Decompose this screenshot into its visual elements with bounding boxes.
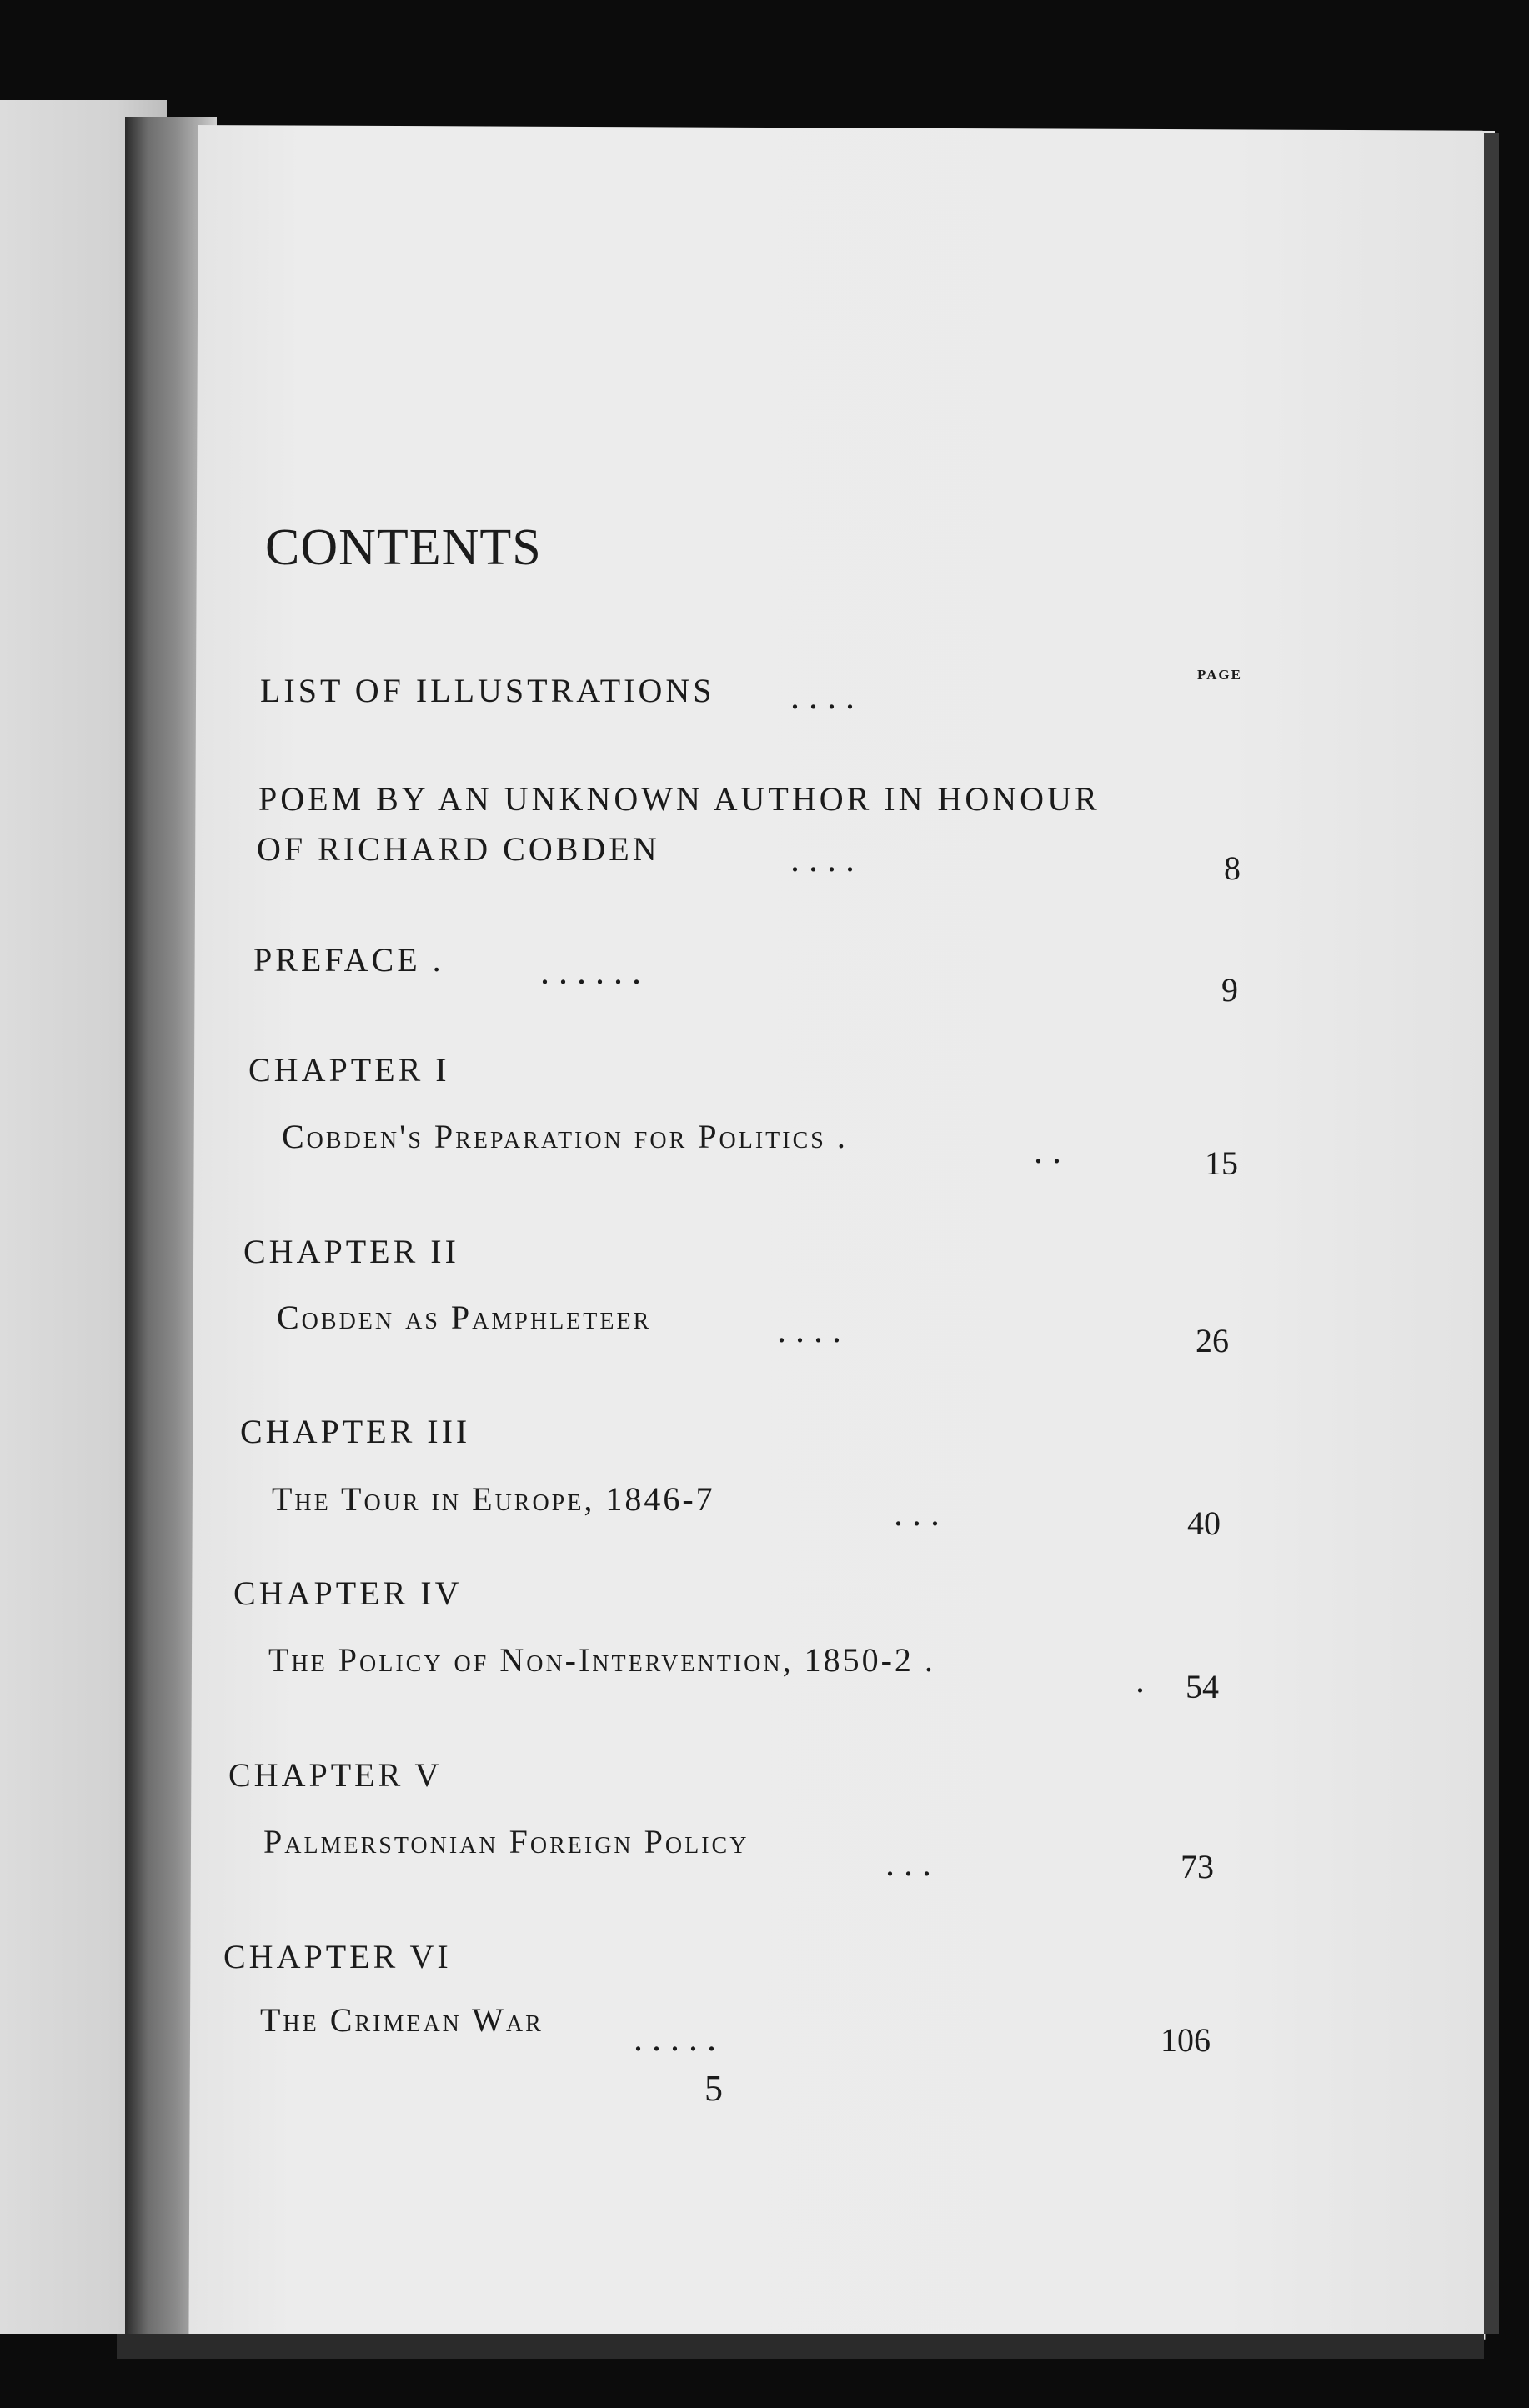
toc-leader-dots: . . . . . . (540, 951, 641, 992)
toc-entry-title: The Policy of Non-Intervention, 1850-2 . (268, 1641, 935, 1679)
chapter-heading: CHAPTER IV (233, 1574, 463, 1612)
toc-leader-dots: . . . . (790, 839, 855, 879)
toc-leader-dots: . . . . (777, 1309, 841, 1350)
chapter-heading: CHAPTER V (228, 1756, 443, 1794)
page-title: CONTENTS (265, 519, 542, 576)
toc-leader-dots: . . (1034, 1130, 1061, 1171)
toc-page-number: 40 (1187, 1504, 1221, 1542)
page-column-label: PAGE (1197, 667, 1242, 683)
toc-leader-dots: . . . (885, 1843, 931, 1884)
toc-entry-title: OF RICHARD COBDEN (257, 830, 660, 868)
toc-page-number: 26 (1196, 1322, 1229, 1359)
toc-page-number: 15 (1205, 1144, 1238, 1182)
chapter-heading: CHAPTER I (248, 1051, 450, 1089)
toc-entry-title: PREFACE . (253, 941, 444, 979)
page-edge (1484, 133, 1499, 2334)
page-folio: 5 (704, 2068, 723, 2109)
chapter-heading: CHAPTER III (240, 1413, 471, 1450)
toc-page-number: 73 (1181, 1848, 1214, 1885)
toc-page-number: 106 (1161, 2021, 1211, 2059)
toc-leader-dots: . . . . (790, 676, 855, 717)
toc-page-number: 9 (1221, 971, 1238, 1009)
toc-leader-dots: . . . . . (634, 2018, 716, 2059)
toc-leader-dots: . . . (894, 1493, 940, 1534)
chapter-heading: CHAPTER II (243, 1233, 459, 1270)
toc-entry-title: LIST OF ILLUSTRATIONS (260, 672, 715, 709)
toc-entry-title: Cobden's Preparation for Politics . (282, 1118, 848, 1155)
toc-entry-title: The Tour in Europe, 1846-7 (272, 1480, 715, 1518)
toc-page-number: 8 (1224, 849, 1241, 887)
chapter-heading: CHAPTER VI (223, 1938, 452, 1975)
toc-entry-title: Cobden as Pamphleteer (277, 1299, 652, 1336)
toc-entry-title: Palmerstonian Foreign Policy (263, 1823, 749, 1860)
toc-entry-title: POEM BY AN UNKNOWN AUTHOR IN HONOUR (258, 780, 1100, 818)
toc-page-number: 54 (1186, 1668, 1219, 1705)
book-bottom-edge (117, 2334, 1484, 2359)
toc-leader-dots: . (1135, 1660, 1145, 1700)
toc-entry-title: The Crimean War (260, 2001, 544, 2039)
